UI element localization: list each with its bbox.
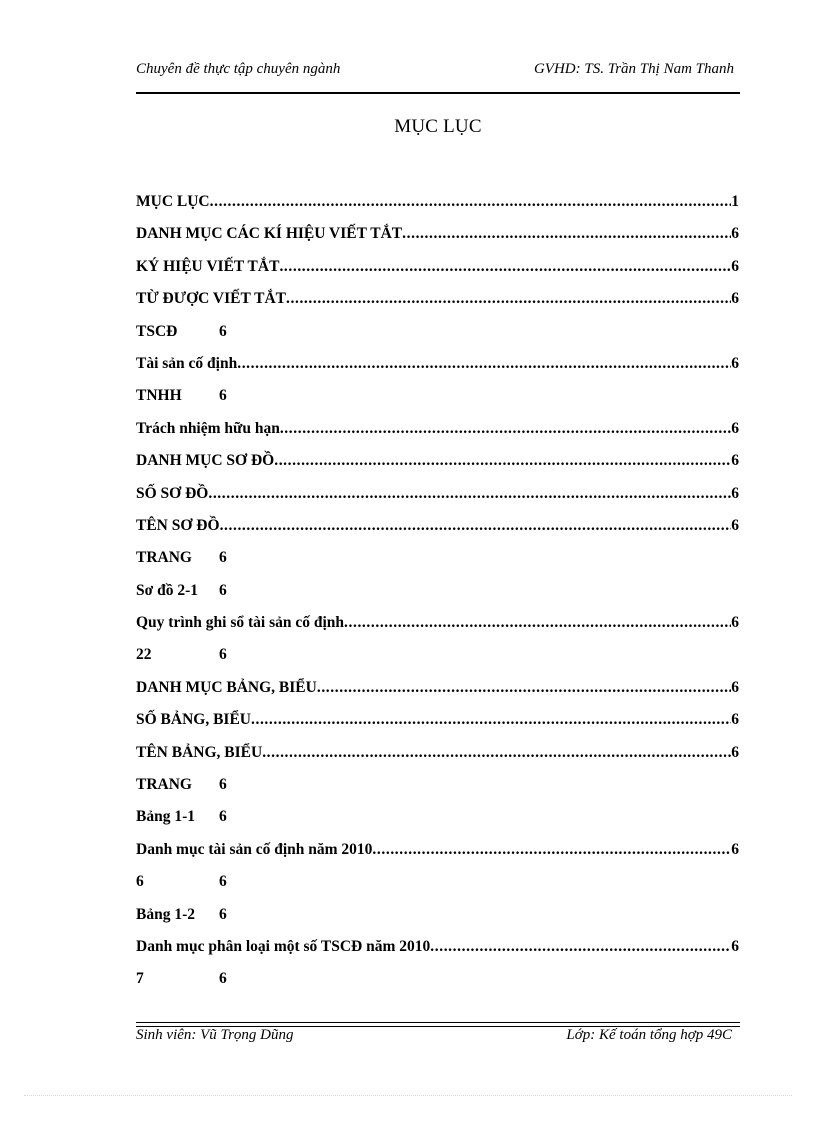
toc-entry-page: 6	[731, 290, 739, 308]
toc-entry-page: 6	[731, 484, 739, 502]
toc-entry[interactable]	[136, 805, 740, 837]
toc-entry-page: 6	[731, 354, 739, 372]
toc-entry-page: 6	[219, 646, 227, 664]
toc-entry[interactable]	[136, 903, 740, 935]
toc-dot-leader	[274, 449, 731, 473]
toc-dot-leader	[280, 417, 731, 441]
toc-entry[interactable]	[136, 287, 739, 319]
toc-dot-leader	[208, 482, 731, 506]
toc-entry[interactable]	[136, 190, 739, 222]
toc-entry-label: 6	[136, 873, 144, 891]
toc-entry-page: 6	[219, 808, 227, 826]
toc-entry-label: DANH MỤC BẢNG, BIỂU	[136, 678, 317, 696]
toc-entry[interactable]	[136, 352, 739, 384]
toc-entry[interactable]	[136, 482, 739, 514]
toc-dot-leader	[210, 190, 732, 214]
toc-entry[interactable]	[136, 255, 739, 287]
toc-entry[interactable]	[136, 838, 739, 870]
toc-entry-page: 6	[731, 678, 739, 696]
page-bottom-edge	[24, 1095, 792, 1096]
toc-entry[interactable]	[136, 222, 739, 254]
toc-entry[interactable]	[136, 967, 740, 999]
toc-dot-leader	[279, 255, 731, 279]
toc-entry[interactable]	[136, 514, 739, 546]
toc-entry-label: MỤC LỤC	[136, 193, 210, 210]
toc-entry-page: 6	[731, 711, 739, 729]
toc-entry[interactable]	[136, 417, 739, 449]
header-course-title: Chuyên đề thực tập chuyên ngành	[136, 61, 341, 77]
toc-entry[interactable]	[136, 579, 740, 611]
toc-entry[interactable]	[136, 546, 740, 578]
footer-class: Lớp: Kế toán tổng hợp 49C	[566, 1027, 732, 1043]
toc-entry[interactable]	[136, 708, 739, 740]
toc-dot-leader	[220, 514, 732, 538]
toc-dot-leader	[262, 741, 731, 765]
toc-entry-label: SỐ SƠ ĐỒ	[136, 484, 209, 502]
footer-student: Sinh viên: Vũ Trọng Dũng	[136, 1027, 294, 1043]
toc-entry-label: TÊN SƠ ĐỒ	[136, 516, 220, 534]
toc-entry-page: 6	[731, 840, 739, 858]
toc-entry-label: Tài sản cố định	[136, 354, 238, 372]
toc-entry[interactable]	[136, 449, 739, 481]
toc-entry-page: 6	[219, 581, 227, 599]
header-divider	[136, 92, 740, 94]
toc-entry[interactable]	[136, 935, 739, 967]
toc-entry-label: TSCĐ	[136, 322, 178, 340]
toc-entry[interactable]	[136, 643, 740, 675]
toc-entry-label: DANH MỤC CÁC KÍ HIỆU VIẾT TẮT	[136, 225, 403, 243]
toc-entry-page: 6	[731, 452, 739, 470]
toc-entry-page: 6	[219, 873, 227, 891]
toc-entry-page: 6	[731, 257, 739, 275]
toc-dot-leader	[344, 611, 731, 635]
toc-entry-page: 6	[219, 905, 227, 923]
toc-entry-page: 6	[731, 743, 739, 761]
toc-entry-page: 6	[731, 225, 739, 243]
toc-dot-leader	[430, 935, 731, 959]
toc-dot-leader	[372, 838, 731, 862]
toc-entry-label: 22	[136, 646, 152, 664]
page-header	[136, 61, 740, 81]
toc-entry[interactable]	[136, 676, 739, 708]
toc-entry[interactable]	[136, 611, 739, 643]
toc-dot-leader	[251, 708, 731, 732]
toc-entry-label: KÝ HIỆU VIẾT TẮT	[136, 257, 280, 275]
toc-entry-label: TRANG	[136, 549, 192, 567]
toc-entry-label: Trách nhiệm hữu hạn	[136, 419, 280, 437]
toc-entry-page: 1	[731, 193, 739, 210]
toc-entry[interactable]	[136, 870, 740, 902]
toc-entry[interactable]	[136, 320, 740, 352]
toc-entry[interactable]	[136, 741, 739, 773]
toc-entry-page: 6	[219, 387, 227, 405]
toc-entry-label: TNHH	[136, 387, 182, 405]
toc-entry-page: 6	[219, 322, 227, 340]
toc-entry-label: SỐ BẢNG, BIỂU	[136, 711, 251, 729]
page-footer	[136, 1027, 740, 1047]
table-of-contents	[136, 190, 740, 1000]
toc-entry-page: 6	[731, 419, 739, 437]
toc-entry-page: 6	[731, 937, 739, 955]
toc-entry[interactable]	[136, 384, 740, 416]
toc-dot-leader	[286, 287, 731, 311]
toc-entry-label: TRANG	[136, 776, 192, 794]
toc-entry-page: 6	[219, 549, 227, 567]
toc-entry-label: Quy trình ghi sổ tài sản cố định	[136, 614, 345, 632]
toc-entry-label: Bảng 1-1	[136, 808, 195, 826]
toc-entry-label: 7	[136, 970, 144, 988]
toc-entry-label: Sơ đồ 2-1	[136, 581, 198, 599]
toc-entry-label: TỪ ĐƯỢC VIẾT TẮT	[136, 290, 287, 308]
toc-dot-leader	[237, 352, 731, 376]
toc-dot-leader	[317, 676, 731, 700]
toc-entry-page: 6	[219, 776, 227, 794]
toc-dot-leader	[402, 222, 731, 246]
toc-entry-label: Danh mục phân loại một số TSCĐ năm 2010	[136, 937, 431, 955]
header-supervisor: GVHD: TS. Trần Thị Nam Thanh	[533, 61, 734, 77]
toc-entry-label: Danh mục tài sản cố định năm 2010	[136, 840, 373, 858]
toc-entry-page: 6	[219, 970, 227, 988]
toc-entry-label: Bảng 1-2	[136, 905, 195, 923]
toc-entry-page: 6	[731, 516, 739, 534]
toc-entry-page: 6	[731, 614, 739, 632]
page-title: MỤC LỤC	[394, 116, 482, 137]
toc-entry-label: DANH MỤC SƠ ĐỒ	[136, 452, 275, 470]
toc-entry[interactable]	[136, 773, 740, 805]
toc-entry-label: TÊN BẢNG, BIỂU	[136, 743, 263, 761]
